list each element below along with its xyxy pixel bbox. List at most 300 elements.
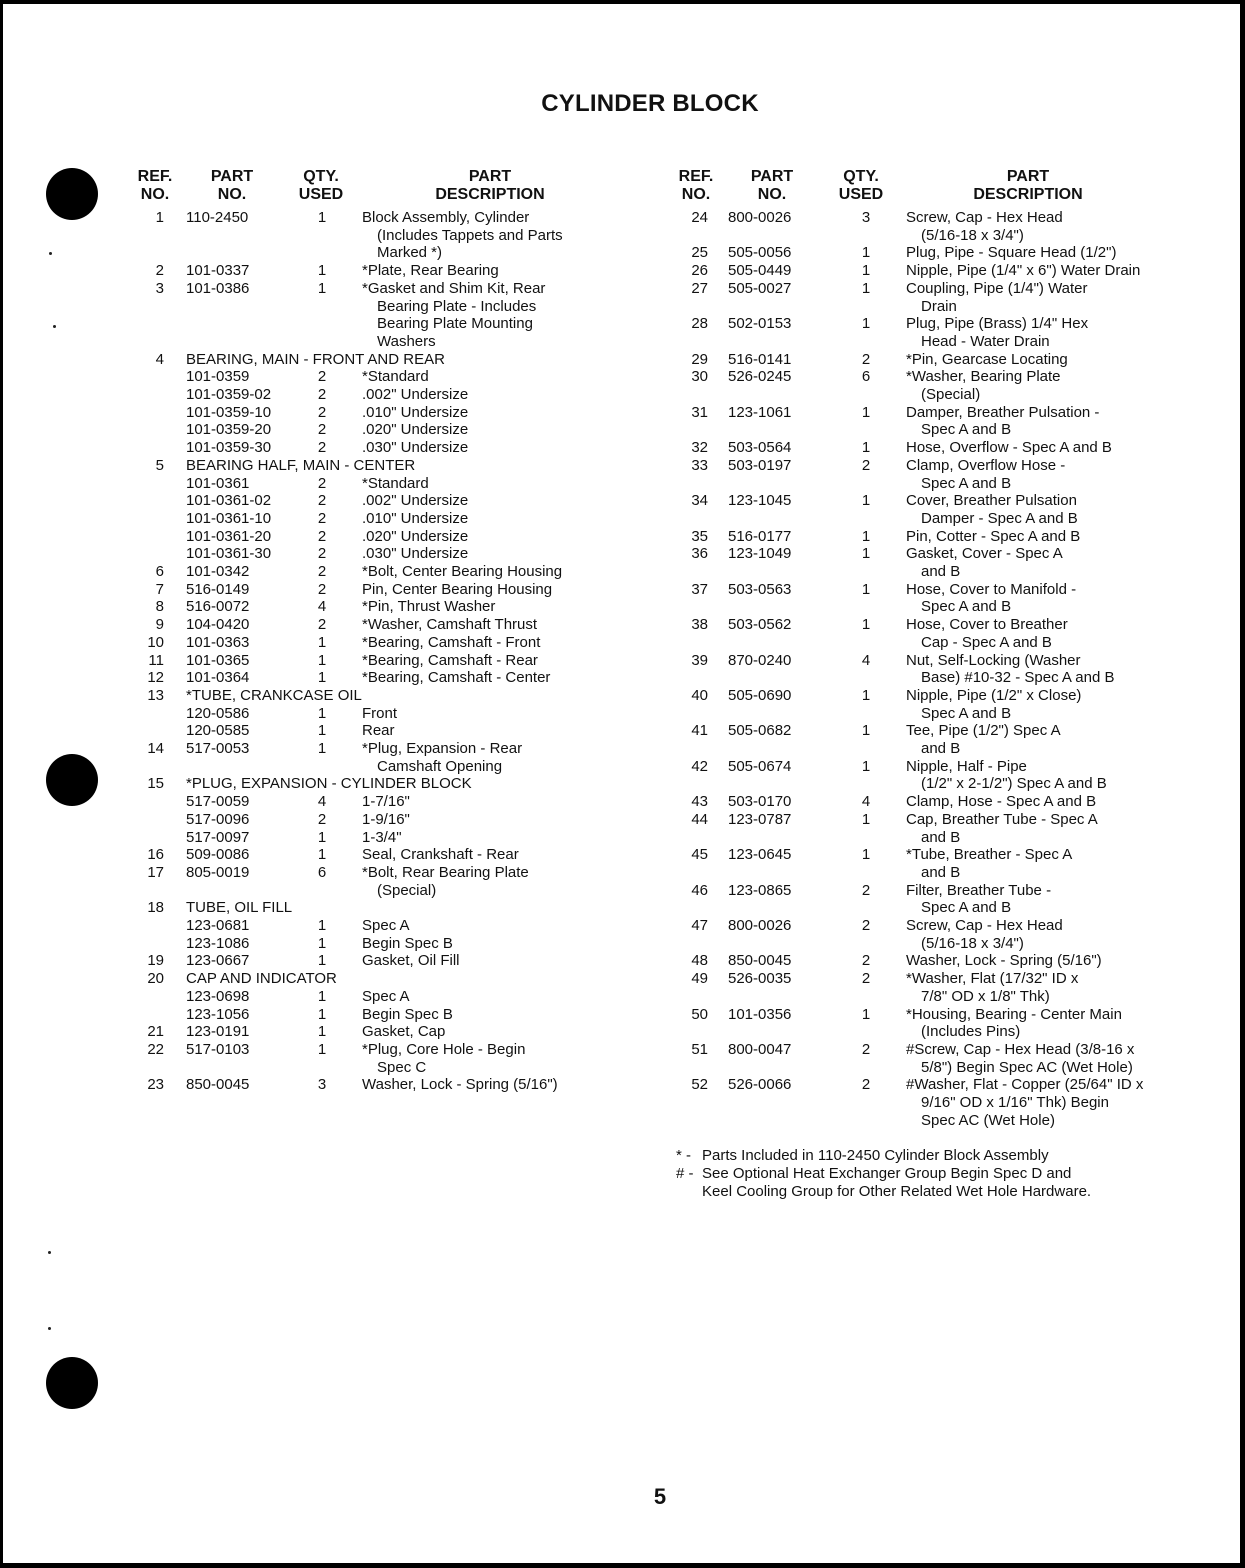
part-description: *Bearing, Camshaft - Rear [362, 651, 538, 669]
ref-number: 3 [155, 279, 164, 297]
quantity-used: 6 [861, 368, 871, 386]
ref-number: 33 [691, 456, 708, 474]
quantity-used: 1 [861, 545, 871, 563]
part-description: Hose, Overflow - Spec A and B [906, 439, 1112, 457]
part-description: Spec A and B [921, 474, 1012, 492]
page-number: 5 [653, 1484, 667, 1509]
part-description: Spec C [377, 1058, 427, 1076]
part-description: Filter, Breather Tube - [906, 881, 1052, 899]
part-description: #Washer, Flat - Copper (25/64" ID x [906, 1076, 1144, 1094]
ref-number: 9 [155, 616, 164, 634]
ref-number: 20 [147, 970, 164, 988]
footnote-symbol: # - [676, 1165, 694, 1182]
part-description: Drain [921, 297, 957, 315]
part-description: (Includes Tappets and Parts [377, 226, 563, 244]
part-description: Plug, Pipe - Square Head (1/2") [906, 244, 1117, 262]
header-qty-left: QTY. USED [298, 168, 344, 203]
table-row [0, 528, 1245, 546]
part-description: *Washer, Bearing Plate [906, 368, 1061, 386]
part-description: Spec AC (Wet Hole) [921, 1111, 1055, 1129]
part-number: 101-0342 [186, 563, 250, 580]
part-number: 516-0149 [186, 580, 250, 598]
table-row [0, 421, 1245, 439]
quantity-used: 2 [861, 917, 871, 934]
part-number: 516-0072 [186, 598, 250, 616]
ref-number: 28 [691, 315, 708, 333]
quantity-used: 2 [861, 456, 871, 474]
part-description: .010" Undersize [362, 509, 469, 527]
ref-number: 36 [691, 545, 708, 563]
quantity-used: 4 [861, 651, 871, 669]
part-description: Bearing Plate - Includes [377, 297, 537, 315]
ref-number: 17 [147, 863, 164, 881]
quantity-used: 2 [861, 1040, 871, 1058]
table-row [0, 209, 1245, 227]
ref-number: 43 [691, 793, 708, 811]
table-row [0, 917, 1245, 935]
part-number: 101-0361 [186, 474, 250, 492]
part-number: 850-0045 [186, 1076, 250, 1094]
part-description: *Plug, Core Hole - Begin [362, 1040, 526, 1058]
part-number: 123-1086 [186, 934, 250, 952]
part-description: Spec A [362, 917, 410, 934]
table-row [0, 970, 1245, 988]
quantity-used: 1 [317, 262, 327, 280]
part-description: 5/8") Begin Spec AC (Wet Hole) [921, 1058, 1133, 1076]
part-description: and B [921, 828, 961, 846]
quantity-used: 2 [317, 439, 327, 457]
table-row [0, 1094, 1245, 1112]
table-row [0, 882, 1245, 900]
part-description: Clamp, Overflow Hose - [906, 456, 1066, 474]
table-row [0, 846, 1245, 864]
part-number: 101-0361-30 [186, 545, 272, 563]
table-row [0, 758, 1245, 776]
group-heading: *PLUG, EXPANSION - CYLINDER BLOCK [186, 775, 472, 793]
part-number: 505-0449 [728, 262, 792, 280]
table-row [0, 988, 1245, 1006]
quantity-used: 3 [861, 209, 871, 226]
part-number: 123-0787 [728, 810, 792, 828]
quantity-used: 3 [317, 1076, 327, 1094]
quantity-used: 2 [317, 509, 327, 527]
page-title: CYLINDER BLOCK [541, 90, 759, 117]
part-description: .002" Undersize [362, 386, 469, 403]
part-number: 123-0667 [186, 952, 250, 970]
part-number: 123-1049 [728, 545, 792, 563]
part-number: 870-0240 [728, 651, 792, 669]
part-description: Block Assembly, Cylinder [362, 209, 530, 226]
part-number: 503-0197 [728, 456, 792, 474]
quantity-used: 2 [861, 1076, 871, 1094]
part-description: Gasket, Cap [362, 1023, 446, 1041]
part-description: *Housing, Bearing - Center Main [906, 1005, 1122, 1023]
part-description: Damper, Breather Pulsation - [906, 403, 1100, 421]
quantity-used: 2 [317, 403, 327, 421]
table-row [0, 775, 1245, 793]
part-description: Nipple, Half - Pipe [906, 757, 1027, 775]
ref-number: 22 [147, 1040, 164, 1058]
ref-number: 4 [155, 350, 164, 368]
quantity-used: 1 [861, 846, 871, 864]
quantity-used: 2 [317, 616, 327, 634]
quantity-used: 1 [861, 262, 871, 280]
footnote-text: Parts Included in 110-2450 Cylinder Block Assembly [702, 1147, 1049, 1164]
part-description: Seal, Crankshaft - Rear [362, 846, 519, 864]
part-description: *Plate, Rear Bearing [362, 262, 499, 280]
part-description: *Bearing, Camshaft - Front [362, 633, 541, 651]
ref-number: 2 [155, 262, 164, 280]
table-row [0, 740, 1245, 758]
quantity-used: 1 [317, 917, 327, 934]
part-number: 800-0047 [728, 1040, 792, 1058]
ref-number: 1 [155, 209, 164, 226]
part-description: 1-3/4" [362, 828, 402, 846]
table-row [0, 899, 1245, 917]
part-number: 123-0191 [186, 1023, 250, 1041]
part-number: 101-0365 [186, 651, 250, 669]
part-description: Gasket, Cover - Spec A [906, 545, 1063, 563]
part-description: Cap, Breather Tube - Spec A [906, 810, 1098, 828]
part-number: 505-0056 [728, 244, 792, 262]
part-number: 104-0420 [186, 616, 250, 634]
ref-number: 41 [691, 722, 708, 740]
quantity-used: 1 [861, 810, 871, 828]
quantity-used: 1 [861, 580, 871, 598]
part-description: Damper - Spec A and B [921, 509, 1078, 527]
part-description: #Screw, Cap - Hex Head (3/8-16 x [906, 1040, 1135, 1058]
ref-number: 26 [691, 262, 708, 280]
ref-number: 30 [691, 368, 708, 386]
part-description: Nipple, Pipe (1/2" x Close) [906, 686, 1082, 704]
part-description: 9/16" OD x 1/16" Thk) Begin [921, 1094, 1109, 1111]
footnote-text: See Optional Heat Exchanger Group Begin Spec D and [702, 1165, 1072, 1182]
quantity-used: 1 [861, 527, 871, 545]
part-number: 110-2450 [186, 209, 249, 226]
part-description: Cover, Breather Pulsation [906, 492, 1077, 510]
quantity-used: 1 [861, 616, 871, 634]
quantity-used: 2 [861, 350, 871, 368]
part-description: Front [362, 704, 398, 722]
ref-number: 40 [691, 686, 708, 704]
table-row [0, 351, 1245, 369]
ref-number: 31 [691, 403, 708, 421]
header-part-no-left: PART NO. [210, 168, 254, 203]
ref-number: 32 [691, 439, 708, 457]
part-number: 123-0865 [728, 881, 792, 899]
part-number: 101-0356 [728, 1005, 792, 1023]
ref-number: 44 [691, 810, 708, 828]
part-description: *Bearing, Camshaft - Center [362, 669, 551, 687]
quantity-used: 1 [861, 686, 871, 704]
part-number: 120-0585 [186, 722, 250, 740]
part-number: 850-0045 [728, 952, 792, 970]
table-row [0, 935, 1245, 953]
part-description: *Washer, Camshaft Thrust [362, 616, 538, 634]
part-description: *Standard [362, 368, 429, 386]
header-part-no-right: PART NO. [750, 168, 794, 203]
part-description: Nipple, Pipe (1/4" x 6") Water Drain [906, 262, 1141, 280]
part-description: Cap - Spec A and B [921, 633, 1052, 651]
ref-number: 45 [691, 846, 708, 864]
ref-number: 21 [147, 1023, 164, 1041]
part-number: 120-0586 [186, 704, 250, 722]
ref-number: 13 [147, 686, 164, 704]
part-description: Spec A and B [921, 704, 1012, 722]
table-row [0, 952, 1245, 970]
table-row [0, 1041, 1245, 1059]
part-number: 505-0682 [728, 722, 792, 740]
part-number: 123-1045 [728, 492, 792, 510]
part-description: and B [921, 740, 961, 757]
quantity-used: 1 [861, 315, 871, 333]
quantity-used: 2 [317, 421, 327, 439]
part-description: Spec A and B [921, 899, 1012, 917]
ref-number: 18 [147, 899, 164, 917]
part-description: *Pin, Gearcase Locating [906, 350, 1068, 368]
part-number: 101-0359-30 [186, 439, 272, 457]
quantity-used: 4 [861, 793, 871, 811]
part-description: 7/8" OD x 1/8" Thk) [921, 987, 1050, 1005]
quantity-used: 1 [317, 740, 327, 757]
table-row [0, 1023, 1245, 1041]
part-description: (5/16-18 x 3/4") [921, 934, 1024, 952]
ref-number: 6 [155, 563, 164, 580]
part-number: 517-0103 [186, 1040, 250, 1058]
ref-number: 16 [147, 846, 164, 864]
quantity-used: 1 [317, 651, 327, 669]
quantity-used: 2 [317, 386, 327, 403]
part-number: 517-0059 [186, 793, 250, 811]
ref-number: 5 [155, 456, 164, 474]
quantity-used: 1 [861, 279, 871, 297]
quantity-used: 1 [317, 828, 327, 846]
table-row [0, 368, 1245, 386]
quantity-used: 1 [861, 1005, 871, 1023]
quantity-used: 4 [317, 598, 327, 616]
part-description: *Tube, Breather - Spec A [906, 846, 1073, 864]
part-description: Plug, Pipe (Brass) 1/4" Hex [906, 315, 1089, 333]
quantity-used: 1 [317, 987, 327, 1005]
part-description: (1/2" x 2-1/2") Spec A and B [921, 775, 1107, 793]
part-number: 800-0026 [728, 917, 792, 934]
part-number: 123-0681 [186, 917, 250, 934]
quantity-used: 1 [317, 846, 327, 864]
part-description: .002" Undersize [362, 492, 469, 510]
quantity-used: 2 [317, 527, 327, 545]
ref-number: 52 [691, 1076, 708, 1094]
part-number: 505-0027 [728, 279, 792, 297]
quantity-used: 2 [317, 492, 327, 510]
ref-number: 39 [691, 651, 708, 669]
ref-number: 14 [147, 740, 164, 757]
part-number: 526-0035 [728, 970, 792, 988]
part-number: 517-0053 [186, 740, 250, 757]
table-row [0, 227, 1245, 245]
part-description: .030" Undersize [362, 545, 469, 563]
part-description: *Gasket and Shim Kit, Rear [362, 279, 546, 297]
part-description: Rear [362, 722, 395, 740]
part-description: and B [921, 863, 961, 881]
binder-hole-bottom [46, 1357, 98, 1409]
part-number: 101-0337 [186, 262, 250, 280]
part-description: *Pin, Thrust Washer [362, 598, 496, 616]
part-number: 101-0359 [186, 368, 250, 386]
quantity-used: 1 [317, 1040, 327, 1058]
table-row [0, 475, 1245, 493]
ref-number: 25 [691, 244, 708, 262]
table-row [0, 829, 1245, 847]
part-description: and B [921, 563, 961, 580]
part-number: 123-1056 [186, 1005, 250, 1023]
part-number: 526-0066 [728, 1076, 792, 1094]
quantity-used: 2 [861, 881, 871, 899]
part-number: 509-0086 [186, 846, 250, 864]
ref-number: 34 [691, 492, 708, 510]
group-heading: CAP AND INDICATOR [186, 970, 337, 988]
part-number: 503-0563 [728, 580, 792, 598]
ref-number: 10 [147, 633, 164, 651]
part-number: 505-0674 [728, 757, 792, 775]
part-number: 503-0170 [728, 793, 792, 811]
ref-number: 37 [691, 580, 708, 598]
quantity-used: 1 [861, 492, 871, 510]
part-description: Spec A and B [921, 598, 1012, 616]
part-description: Nut, Self-Locking (Washer [906, 651, 1081, 669]
table-row [0, 687, 1245, 705]
table-row [0, 492, 1245, 510]
table-row [0, 634, 1245, 652]
table-row [0, 563, 1245, 581]
part-number: 503-0562 [728, 616, 792, 634]
part-number: 101-0364 [186, 669, 250, 687]
group-heading: BEARING HALF, MAIN - CENTER [186, 456, 416, 474]
quantity-used: 2 [861, 970, 871, 988]
part-description: Pin, Cotter - Spec A and B [906, 527, 1081, 545]
part-number: 517-0097 [186, 828, 250, 846]
table-row [0, 1059, 1245, 1077]
part-number: 505-0690 [728, 686, 792, 704]
ref-number: 7 [155, 580, 164, 598]
quantity-used: 1 [317, 722, 327, 740]
part-description: Head - Water Drain [921, 332, 1050, 350]
table-row [0, 864, 1245, 882]
quantity-used: 1 [317, 934, 327, 952]
part-description: Tee, Pipe (1/2") Spec A [906, 722, 1061, 740]
part-number: 101-0363 [186, 633, 250, 651]
part-description: *Washer, Flat (17/32" ID x [906, 970, 1079, 988]
part-number: 503-0564 [728, 439, 792, 457]
header-description-left: PART DESCRIPTION [435, 168, 545, 203]
ref-number: 46 [691, 881, 708, 899]
part-description: *Plug, Expansion - Rear [362, 740, 523, 757]
part-description: Pin, Center Bearing Housing [362, 580, 553, 598]
part-description: Clamp, Hose - Spec A and B [906, 793, 1097, 811]
quantity-used: 1 [317, 952, 327, 970]
table-row [0, 616, 1245, 634]
ref-number: 49 [691, 970, 708, 988]
group-heading: TUBE, OIL FILL [186, 899, 293, 917]
table-row [0, 598, 1245, 616]
quantity-used: 2 [317, 368, 327, 386]
ref-number: 38 [691, 616, 708, 634]
table-row [0, 457, 1245, 475]
part-description: Base) #10-32 - Spec A and B [921, 669, 1115, 687]
ref-number: 51 [691, 1040, 708, 1058]
part-number: 516-0141 [728, 350, 792, 368]
table-row [0, 1112, 1245, 1130]
part-number: 101-0386 [186, 279, 250, 297]
table-row [0, 811, 1245, 829]
quantity-used: 1 [317, 1023, 327, 1041]
table-row [0, 262, 1245, 280]
part-description: Gasket, Oil Fill [362, 952, 460, 970]
part-number: 123-0645 [728, 846, 792, 864]
quantity-used: 2 [317, 474, 327, 492]
part-description: .030" Undersize [362, 439, 469, 457]
part-number: 516-0177 [728, 527, 792, 545]
table-row [0, 793, 1245, 811]
part-description: Spec A and B [921, 421, 1012, 439]
table-row [0, 280, 1245, 298]
part-number: 123-0698 [186, 987, 250, 1005]
ref-number: 48 [691, 952, 708, 970]
part-description: (5/16-18 x 3/4") [921, 226, 1024, 244]
table-row [0, 669, 1245, 687]
table-row [0, 333, 1245, 351]
ref-number: 50 [691, 1005, 708, 1023]
part-number: 517-0096 [186, 810, 250, 828]
quantity-used: 1 [317, 209, 327, 226]
quantity-used: 1 [317, 704, 327, 722]
part-description: Camshaft Opening [377, 757, 503, 775]
table-row [0, 705, 1245, 723]
table-row [0, 404, 1245, 422]
ref-number: 15 [147, 775, 164, 793]
table-row [0, 298, 1245, 316]
group-heading: *TUBE, CRANKCASE OIL [186, 686, 362, 704]
part-description: Coupling, Pipe (1/4") Water [906, 279, 1088, 297]
part-number: 805-0019 [186, 863, 250, 881]
part-description: Washer, Lock - Spring (5/16") [362, 1076, 558, 1094]
part-number: 101-0361-20 [186, 527, 272, 545]
quantity-used: 1 [861, 403, 871, 421]
ref-number: 35 [691, 527, 708, 545]
ref-number: 23 [147, 1076, 164, 1094]
part-description: Screw, Cap - Hex Head [906, 209, 1063, 226]
header-ref-left: REF. NO. [137, 168, 173, 203]
part-number: 502-0153 [728, 315, 792, 333]
quantity-used: 1 [317, 279, 327, 297]
table-row [0, 1006, 1245, 1024]
part-number: 101-0359-10 [186, 403, 272, 421]
part-description: (Special) [921, 386, 981, 403]
table-row [0, 315, 1245, 333]
quantity-used: 2 [317, 563, 327, 580]
part-description: 1-7/16" [362, 793, 410, 811]
part-description: *Bolt, Rear Bearing Plate [362, 863, 529, 881]
quantity-used: 2 [861, 952, 871, 970]
header-ref-right: REF. NO. [678, 168, 714, 203]
part-number: 800-0026 [728, 209, 792, 226]
part-description: *Standard [362, 474, 429, 492]
ref-number: 29 [691, 350, 708, 368]
part-description: Hose, Cover to Breather [906, 616, 1068, 634]
speck [48, 1251, 51, 1254]
part-description: (Special) [377, 881, 437, 899]
table-row [0, 510, 1245, 528]
quantity-used: 1 [861, 722, 871, 740]
